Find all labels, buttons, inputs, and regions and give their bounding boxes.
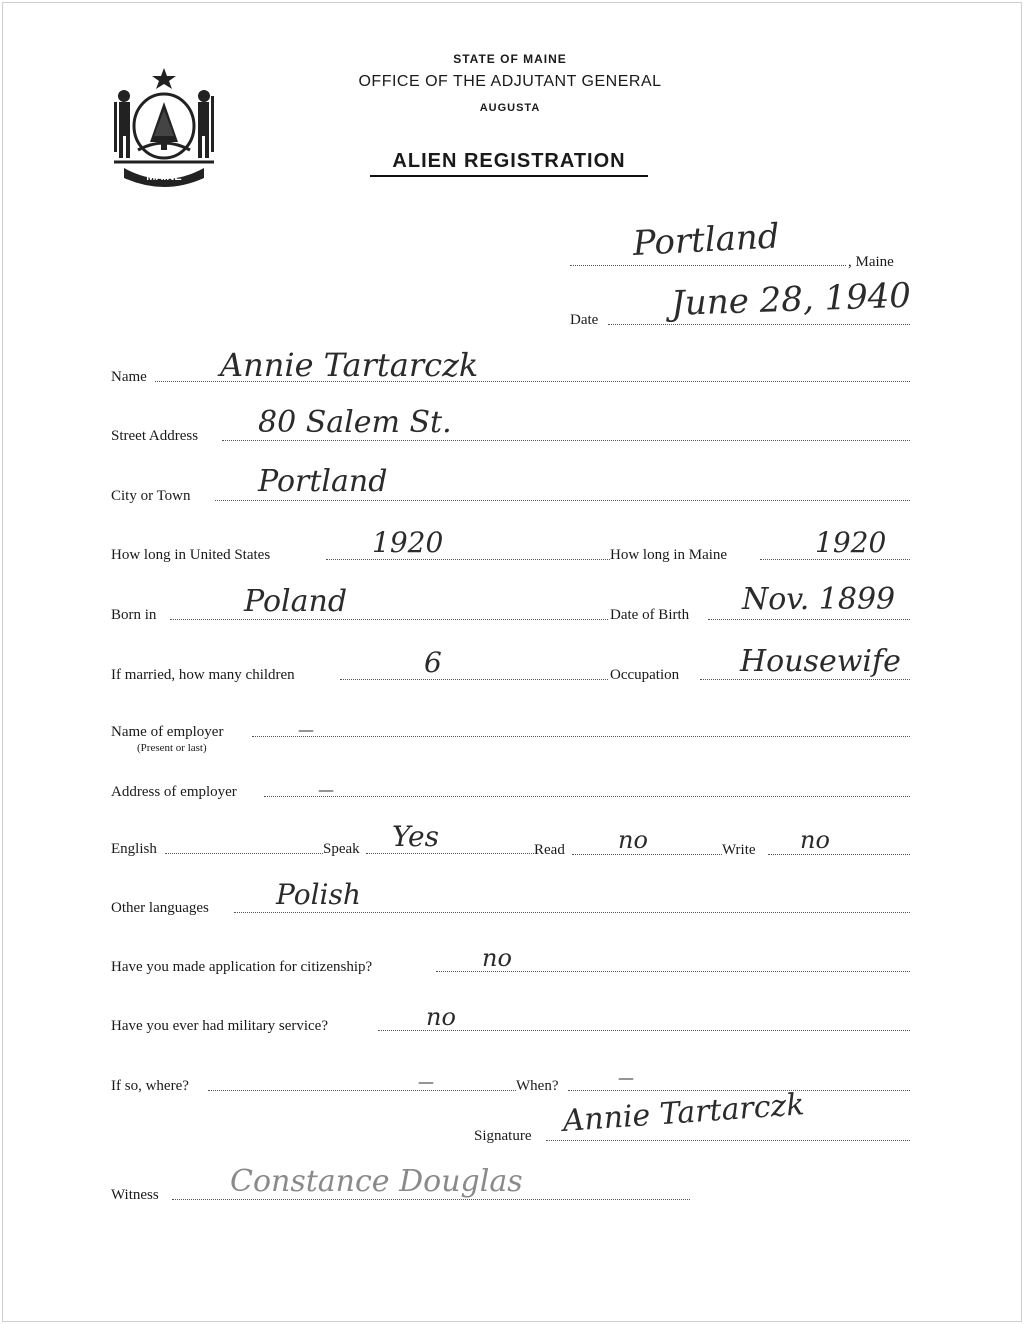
header-city: AUGUSTA: [479, 102, 541, 114]
street-line: [222, 440, 910, 441]
signature-line: [546, 1140, 910, 1141]
write-line: [768, 854, 910, 855]
english-line: [165, 853, 323, 854]
employer-sublabel: (Present or last): [137, 742, 207, 754]
military-value: no: [426, 1003, 456, 1031]
military-label: Have you ever had military service?: [111, 1018, 328, 1034]
us-label: How long in United States: [111, 547, 271, 563]
occupation-label: Occupation: [610, 667, 680, 683]
military-line: [378, 1030, 910, 1031]
speak-line: [366, 853, 534, 854]
write-label: Write: [722, 842, 756, 858]
employer-line: [252, 736, 910, 737]
employer-value: —: [298, 720, 314, 739]
born-value: Poland: [244, 584, 348, 619]
occupation-line: [700, 679, 910, 680]
us-value: 1920: [372, 526, 444, 559]
signature-label: Signature: [474, 1128, 532, 1144]
when-label: When?: [516, 1078, 559, 1094]
maine-value: 1920: [815, 526, 887, 559]
city-label: City or Town: [111, 488, 191, 504]
where-value: —: [418, 1072, 434, 1091]
where-label: If so, where?: [111, 1078, 189, 1094]
employer-address-label: Address of employer: [111, 784, 237, 800]
other-languages-label: Other languages: [111, 900, 209, 916]
location-suffix: , Maine: [848, 254, 894, 270]
header-office: OFFICE OF THE ADJUTANT GENERAL: [358, 73, 662, 90]
city-value: Portland: [258, 464, 388, 499]
read-value: no: [618, 826, 648, 854]
location-value: Portland: [631, 216, 781, 264]
maine-seal-icon: [108, 66, 220, 190]
born-line: [170, 619, 608, 620]
dob-label: Date of Birth: [610, 607, 690, 623]
read-label: Read: [534, 842, 565, 858]
when-value: —: [618, 1068, 634, 1087]
read-line: [572, 854, 722, 855]
form-title: ALIEN REGISTRATION: [370, 150, 648, 177]
dob-line: [708, 619, 910, 620]
citizenship-label: Have you made application for citizenship?: [111, 959, 373, 975]
employer-address-line: [264, 796, 910, 797]
witness-value: Constance Douglas: [230, 1164, 523, 1199]
occupation-value: Housewife: [740, 644, 901, 679]
name-value: Annie Tartarczk: [220, 346, 479, 384]
name-label: Name: [111, 369, 147, 385]
date-label: Date: [570, 312, 599, 328]
speak-label: Speak: [323, 841, 360, 857]
date-value: June 28, 1940: [670, 275, 912, 324]
other-languages-line: [234, 912, 910, 913]
employer-label: Name of employer: [111, 724, 224, 740]
other-languages-value: Polish: [276, 878, 361, 911]
us-line: [326, 559, 610, 560]
maine-line: [760, 559, 910, 560]
children-value: 6: [424, 646, 442, 679]
street-label: Street Address: [111, 428, 199, 444]
children-label: If married, how many children: [111, 667, 295, 683]
children-line: [340, 679, 608, 680]
write-value: no: [800, 826, 830, 854]
employer-address-value: —: [318, 780, 334, 799]
where-line: [208, 1090, 516, 1091]
header-state: STATE OF MAINE: [453, 52, 567, 66]
speak-value: Yes: [392, 820, 439, 853]
seal-text: MAINE: [146, 171, 182, 183]
city-line: [215, 500, 910, 501]
date-line: [608, 324, 910, 325]
signature-value: Annie Tartarczk: [561, 1087, 806, 1139]
dob-value: Nov. 1899: [742, 582, 896, 617]
location-line: [570, 265, 846, 266]
street-value: 80 Salem St.: [258, 405, 452, 440]
citizenship-value: no: [482, 944, 512, 972]
born-label: Born in: [111, 607, 157, 623]
english-label: English: [111, 841, 157, 857]
witness-line: [172, 1199, 690, 1200]
maine-label: How long in Maine: [610, 547, 728, 563]
witness-label: Witness: [111, 1187, 159, 1203]
